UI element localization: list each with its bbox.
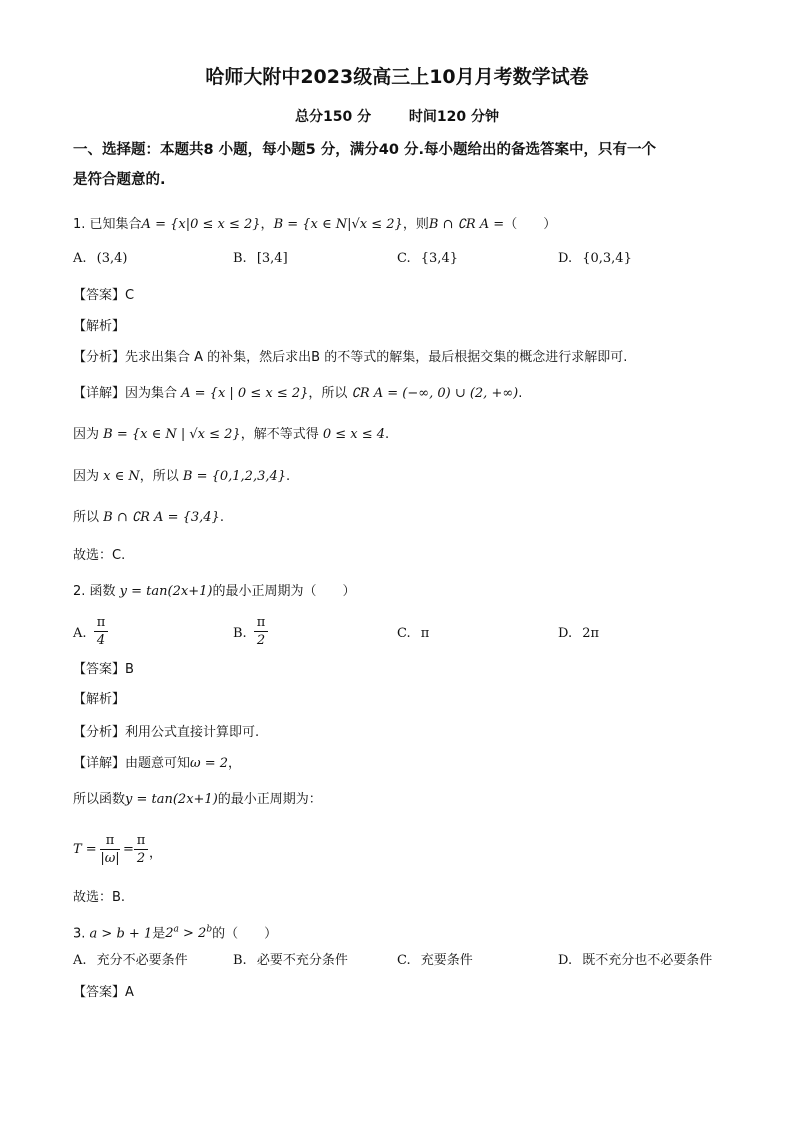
q1-comma: ， — [260, 217, 274, 232]
q1-set-a: A = {x|0 ≤ x ≤ 2} — [141, 217, 261, 232]
q2-formula-frac2: π 2 — [134, 833, 148, 866]
q3-stem: 3. a > b + 1是$2^a > 2^b$的（ ） — [73, 925, 278, 942]
q3-power-expression: $2^a > 2^b$ — [165, 925, 213, 942]
q3-answer: 【答案】A — [73, 985, 134, 1000]
q2-formula-frac1: π |ω| — [100, 833, 120, 866]
section-header-line2: 是符合题意的. — [73, 172, 166, 188]
q2-option-b-fraction: π 2 — [254, 615, 268, 648]
q1-target: B ∩ ∁R A = — [428, 217, 505, 232]
q2-formula-t: T = — [73, 842, 97, 857]
q2-formula-end: ， — [149, 846, 163, 861]
q2-fenxi: 【分析】利用公式直接计算即可. — [73, 725, 260, 740]
exam-title: 哈师大附中2023级高三上10月月考数学试卷 — [205, 66, 589, 88]
q2-formula-eq: = — [123, 842, 134, 857]
q1-set-b: B = {x ∈ N|√x ≤ 2} — [273, 217, 403, 232]
q2-analysis-title: 【解析】 — [73, 692, 126, 707]
q1-option-b: B. [3,4] — [233, 251, 288, 266]
q1-fenxi: 【分析】先求出集合 A 的补集，然后求出B 的不等式的解集，最后根据交集的概念进行求解即可. — [73, 350, 628, 365]
q2-conclusion: 故选：B. — [73, 890, 126, 905]
q1-detail-3: 因为 x ∈ N，所以 B = {0,1,2,3,4}. — [73, 469, 291, 484]
q1-option-c: C. {3,4} — [397, 251, 458, 266]
q2-detail-1: 【详解】由题意可知ω = 2， — [73, 756, 242, 771]
exam-subtitle — [0, 109, 794, 125]
q2-detail-2: 所以函数y = tan(2x+1)的最小正周期为： — [73, 792, 322, 807]
q2-answer: 【答案】B — [73, 662, 134, 677]
q1-option-a: A. (3,4) — [73, 251, 128, 266]
q3-option-c: C. 充要条件 — [397, 953, 473, 968]
q1-stem — [73, 217, 556, 233]
q1-analysis-title: 【解析】 — [73, 319, 126, 334]
q2-option-a-label: A. — [73, 626, 87, 641]
q2-option-d: D. 2π — [558, 626, 600, 641]
q1-then: ，则 — [402, 217, 429, 232]
q1-option-d: D. {0,3,4} — [558, 251, 632, 266]
q1-stem-prefix: 1. 已知集合 — [73, 217, 142, 232]
q3-option-b: B. 必要不充分条件 — [233, 953, 348, 968]
q3-option-a: A. 充分不必要条件 — [73, 953, 188, 968]
q2-option-c: C. π — [397, 626, 430, 641]
q1-detail-1: 【详解】因为集合 A = {x | 0 ≤ x ≤ 2}，所以 ∁R A = (−∞, 0) ∪ (2, +∞). — [73, 386, 523, 401]
section-header-line1: 一、选择题：本题共8 小题，每小题5 分，满分40 分.每小题给出的备选答案中，只有一个 — [73, 142, 657, 158]
total-score: 总分150 分 — [295, 109, 372, 125]
q1-answer: 【答案】C — [73, 288, 135, 303]
q1-paren: （ ） — [504, 217, 557, 232]
q1-detail-4: 所以 B ∩ ∁R A = {3,4}. — [73, 510, 224, 525]
q2-stem: 2. 函数 y = tan(2x+1)的最小正周期为（ ） — [73, 584, 356, 599]
q3-option-d: D. 既不充分也不必要条件 — [558, 953, 713, 968]
q2-option-b-label: B. — [233, 626, 247, 641]
exam-time: 时间120 分钟 — [408, 109, 499, 125]
q1-detail-2: 因为 B = {x ∈ N | √x ≤ 2}，解不等式得 0 ≤ x ≤ 4. — [73, 427, 390, 442]
q1-conclusion: 故选：C. — [73, 548, 126, 563]
q2-option-a-fraction: π 4 — [94, 615, 108, 648]
